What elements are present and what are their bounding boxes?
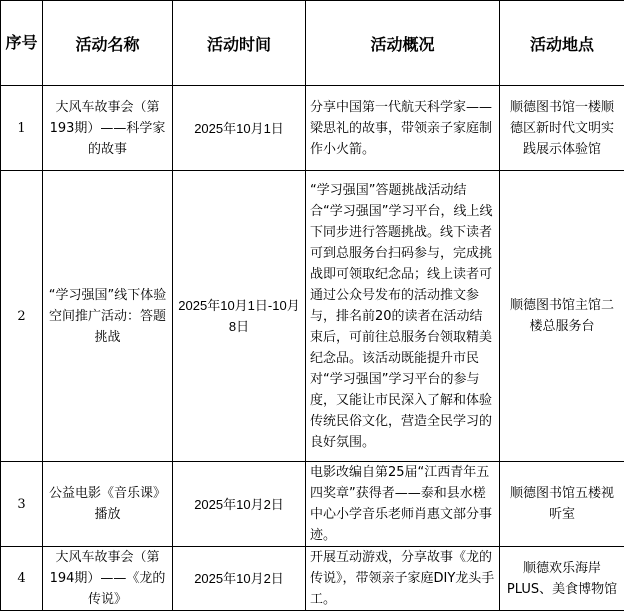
table-row [1, 171, 624, 462]
table-row [1, 86, 624, 171]
row-name: 大风车故事会（第194期）——《龙的传说》 [43, 547, 173, 611]
row-time: 2025年10月2日 [173, 462, 306, 547]
row-desc: 电影改编自第25届“江西青年五四奖章”获得者——泰和县水槎中心小学音乐老师肖惠文部分事迹。 [306, 462, 500, 547]
row-place: 顺德图书馆主馆二楼总服务台 [500, 171, 624, 462]
header-row [1, 1, 624, 86]
row-desc: “学习强国”答题挑战活动结合“学习强国”学习平台，线上线下同步进行答题挑战。线下读者可到总服务台扫码参与，完成挑战即可领取纪念品；线上读者可通过公众号发布的活动推文参与，排名前20的读者在活动结束后，可前往总服务台领取精美纪念品。该活动既能提升市民对“学习强国”学习平台的参与度，又能让市民深入了解和体验传统民俗文化，营造全民学习的良好氛围。 [306, 171, 500, 462]
table-row [1, 547, 624, 611]
header-place: 活动地点 [500, 1, 624, 86]
header-name: 活动名称 [43, 1, 173, 86]
row-seq: 4 [1, 547, 43, 611]
header-desc: 活动概况 [306, 1, 500, 86]
row-place: 顺德图书馆一楼顺德区新时代文明实践展示体验馆 [500, 86, 624, 171]
row-seq: 1 [1, 86, 43, 171]
row-time: 2025年10月1日-10月8日 [173, 171, 306, 462]
row-desc: 开展互动游戏，分享故事《龙的传说》，带领亲子家庭DIY龙头手工。 [306, 547, 500, 611]
row-desc: 分享中国第一代航天科学家——梁思礼的故事，带领亲子家庭制作小火箭。 [306, 86, 500, 171]
row-seq: 2 [1, 171, 43, 462]
table-row [1, 462, 624, 547]
header-time: 活动时间 [173, 1, 306, 86]
row-seq: 3 [1, 462, 43, 547]
row-name: 公益电影《音乐课》播放 [43, 462, 173, 547]
row-name: “学习强国”线下体验空间推广活动：答题挑战 [43, 171, 173, 462]
row-name: 大风车故事会（第193期）——科学家的故事 [43, 86, 173, 171]
row-time: 2025年10月2日 [173, 547, 306, 611]
row-time: 2025年10月1日 [173, 86, 306, 171]
row-place: 顺德欢乐海岸PLUS、美食博物馆 [500, 547, 624, 611]
header-seq: 序号 [1, 1, 43, 86]
row-place: 顺德图书馆五楼视听室 [500, 462, 624, 547]
